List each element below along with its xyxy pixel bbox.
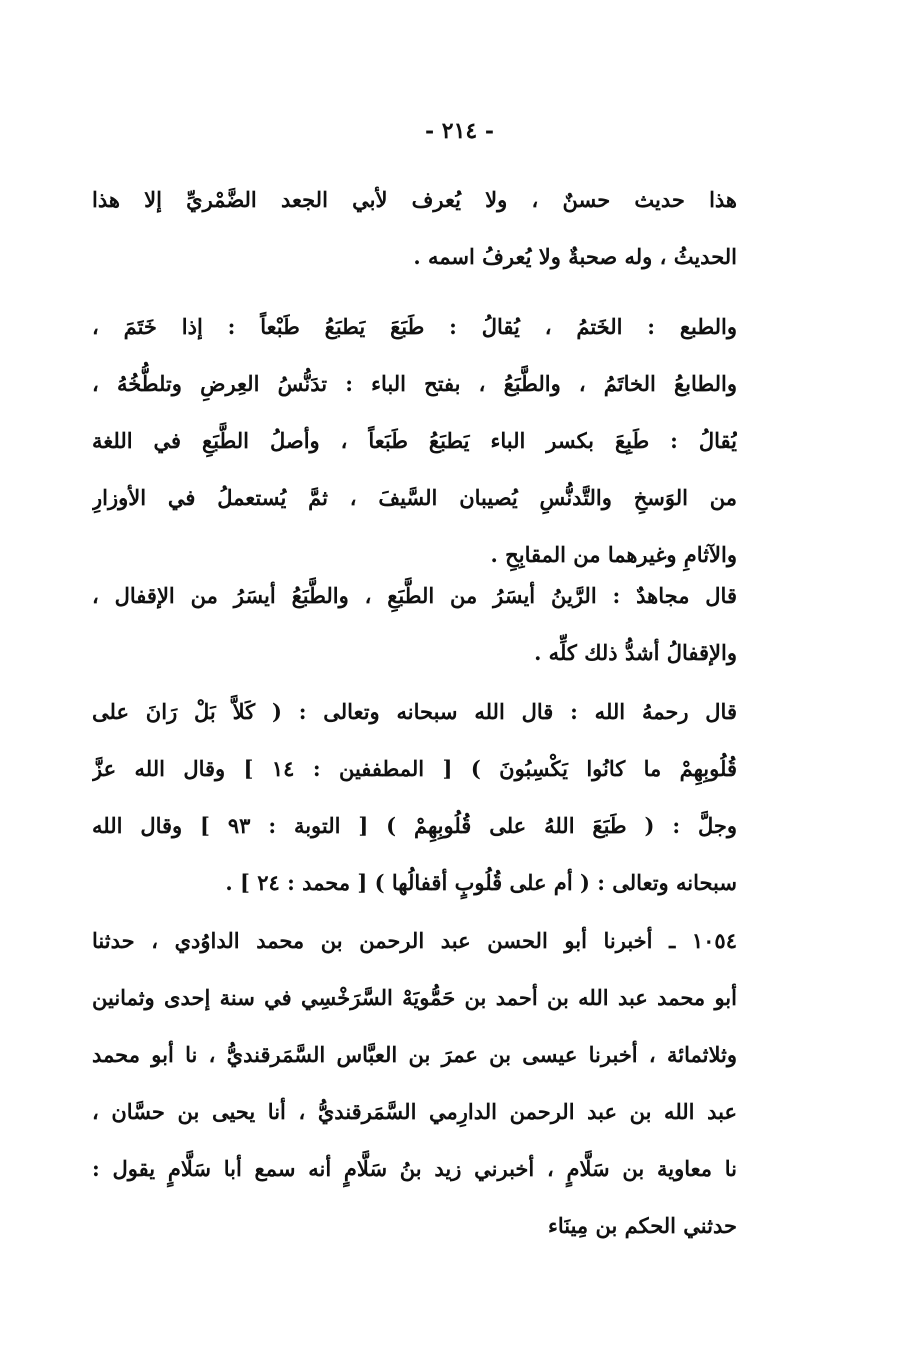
page-number: - ٢١٤ - [424,118,495,144]
text-line: قال مجاهدٌ : الرَّينُ أيسَرُ من الطَّبَعِ ، والطَّبَعُ أيسَرُ من الإقفال ، [92,583,737,608]
text-line: وجلَّ : ( طَبَعَ اللهُ على قُلُوبِهِمْ ) [ التوبة : ٩٣ ] وقال الله [92,813,737,838]
text-line: والطبع : الخَتمُ ، يُقالُ : طَبَعَ يَطبَعُ طَبْعاً : إذا خَتَمَ ، [92,314,737,339]
text-line: قُلُوبِهِمْ ما كانُوا يَكْسِبُونَ ) [ المطففين : ١٤ ] وقال الله عزَّ [92,756,737,781]
text-line: وثلاثمائة ، أخبرنا عيسى بن عمرَ بن العبَّاس السَّمَرقنديُّ ، نا أبو محمد [92,1042,737,1067]
paragraph-hadith-grading [92,171,737,285]
paragraph-definition-tab [92,298,737,583]
text-line: من الوَسخِ والتَّدنُّسِ يُصيبان السَّيفَ ، ثمَّ يُستعملُ في الأوزارِ [92,485,737,510]
text-line: ١٠٥٤ ـ أخبرنا أبو الحسن عبد الرحمن بن محمد الداوُدي ، حدثنا [92,928,737,953]
paragraph-hadith-1054-isnad [92,912,737,1254]
text-line: عبد الله بن عبد الرحمن الدارِمي السَّمَرقنديُّ ، أنا يحيى بن حسَّان ، [92,1099,737,1124]
paragraph-mujahid-quote [92,567,737,681]
text-line: سبحانه وتعالى : ( أم على قُلُوبٍ أقفالُها ) [ محمد : ٢٤ ] . [225,870,737,895]
text-line: والآثامِ وغيرهما من المقابِحِ . [490,542,737,567]
text-line: نا معاوية بن سَلَّامٍ ، أخبرني زيد بنُ سَلَّامٍ أنه سمع أبا سَلَّامٍ يقول : [92,1156,737,1181]
text-line: الحديثُ ، وله صحبةٌ ولا يُعرفُ اسمه . [413,244,737,269]
text-line: أبو محمد عبد الله بن أحمد بن حَمُّويَهْ السَّرَخْسِي في سنة إحدى وثمانين [92,985,737,1010]
text-line: والإقفالُ أشدُّ ذلك كلِّه . [534,640,737,665]
text-line: والطابعُ الخاتَمُ ، والطَّبَعُ ، بفتح الباء : تدَنُّسُ العِرضِ وتلطُّخُهُ ، [92,371,737,396]
text-line: حدثني الحكم بن مِينَاء [547,1213,737,1238]
paragraph-quran-verses [92,683,737,911]
text-line: قال رحمهُ الله : قال الله سبحانه وتعالى : ( كَلاَّ بَلْ رَانَ على [92,699,737,724]
text-line: يُقالُ : طَبِعَ بكسر الباء يَطبَعُ طَبَعاً ، وأصلُ الطَّبَعِ في اللغة [92,428,737,453]
text-line: هذا حديث حسنٌ ، ولا يُعرف لأبي الجعد الضَّمْريِّ إلا هذا [92,187,737,212]
